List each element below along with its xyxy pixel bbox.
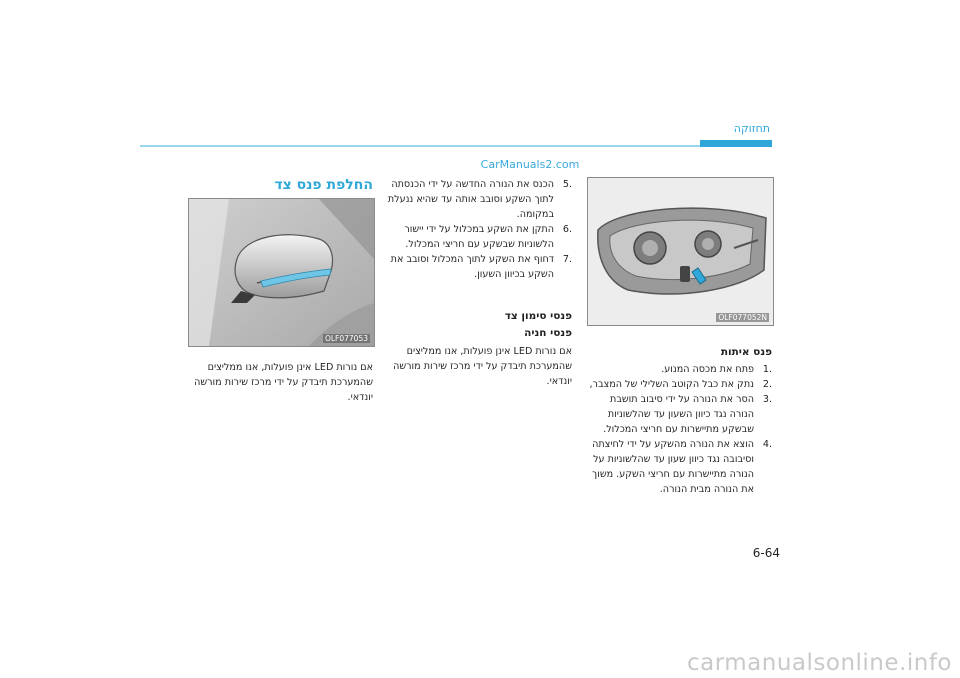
- step-number: 3.: [762, 394, 772, 405]
- led-service-note: אם נורות LED אינן פועלות, אנו ממליצים שהמערכת תיבדק על ידי מרכז שירות מורשה יונדאי.: [194, 362, 373, 403]
- page-number: 6-64: [752, 546, 780, 560]
- side-marker-heading: פנסי סימון צד: [504, 310, 572, 322]
- led-service-note: אם נורות LED אינן פועלות, אנו ממליצים שהמערכת תיבדק על ידי מרכז שירות מורשה יונדאי.: [393, 346, 572, 387]
- step-item: [587, 362, 772, 377]
- header-accent-bar: [700, 140, 772, 147]
- step-item: [385, 177, 572, 222]
- turn-signal-heading: פנס איתות: [720, 346, 772, 358]
- step-item: [587, 392, 772, 437]
- headlamp-photo: [587, 177, 774, 326]
- headlamp-illustration: [588, 178, 773, 325]
- step-number: 2.: [762, 379, 772, 390]
- step-item: [587, 377, 772, 392]
- section-title: תחזוקה: [733, 122, 770, 135]
- step-text: הוצא את הנורה מהשקע על ידי לחיצתה וסיבובה נגד כיוון שעון עד שהלשוניות על הנורה מתיישרות עם חריצי השקע. משוך את הנורה מבית הנורה.: [592, 439, 754, 495]
- step-text: נתק את כבל הקוטב השלילי של המצבר,: [589, 379, 754, 390]
- bulb-install-steps: [385, 177, 572, 282]
- watermark-link[interactable]: CarManuals2.com: [480, 158, 580, 171]
- step-text: התקן את השקע במכלול על ידי יישור הלשוניות שבשקע עם חריצי המכלול.: [404, 224, 554, 250]
- parking-lamp-heading: פנסי חניה: [524, 327, 572, 339]
- step-number: 5.: [562, 179, 572, 190]
- turn-signal-steps: [587, 362, 772, 497]
- step-text: הכנס את הנורה החדשה על ידי הכנסתה לתוך השקע וסובב אותה עד שהיא ננעלת במקומה.: [387, 179, 554, 220]
- step-item: [587, 437, 772, 497]
- step-number: 1.: [762, 364, 772, 375]
- photo-code: OLF077052N: [718, 313, 767, 322]
- step-item: [385, 252, 572, 282]
- step-number: 6.: [562, 224, 572, 235]
- photo-code: OLF077053: [324, 334, 368, 343]
- side-mirror-illustration: [189, 199, 374, 346]
- step-text: דחוף את השקע לתוך המכלול וסובב את השקע בכיוון השעון.: [390, 254, 554, 280]
- mirror-photo: [188, 198, 375, 347]
- side-lamp-heading: החלפת פנס צד: [274, 177, 373, 193]
- step-text: פתח את מכסה המנוע.: [661, 364, 754, 375]
- footer-watermark[interactable]: carmanualsonline.info: [686, 650, 952, 676]
- step-item: [385, 222, 572, 252]
- step-text: הסר את הנורה על ידי סיבוב תושבת הנורה נגד כיוון השעון עד שהלשוניות שבשקע מתיישרות עם חריצי המכלול.: [603, 394, 754, 435]
- step-number: 7.: [562, 254, 572, 265]
- step-number: 4.: [762, 439, 772, 450]
- header-rule: [140, 145, 772, 147]
